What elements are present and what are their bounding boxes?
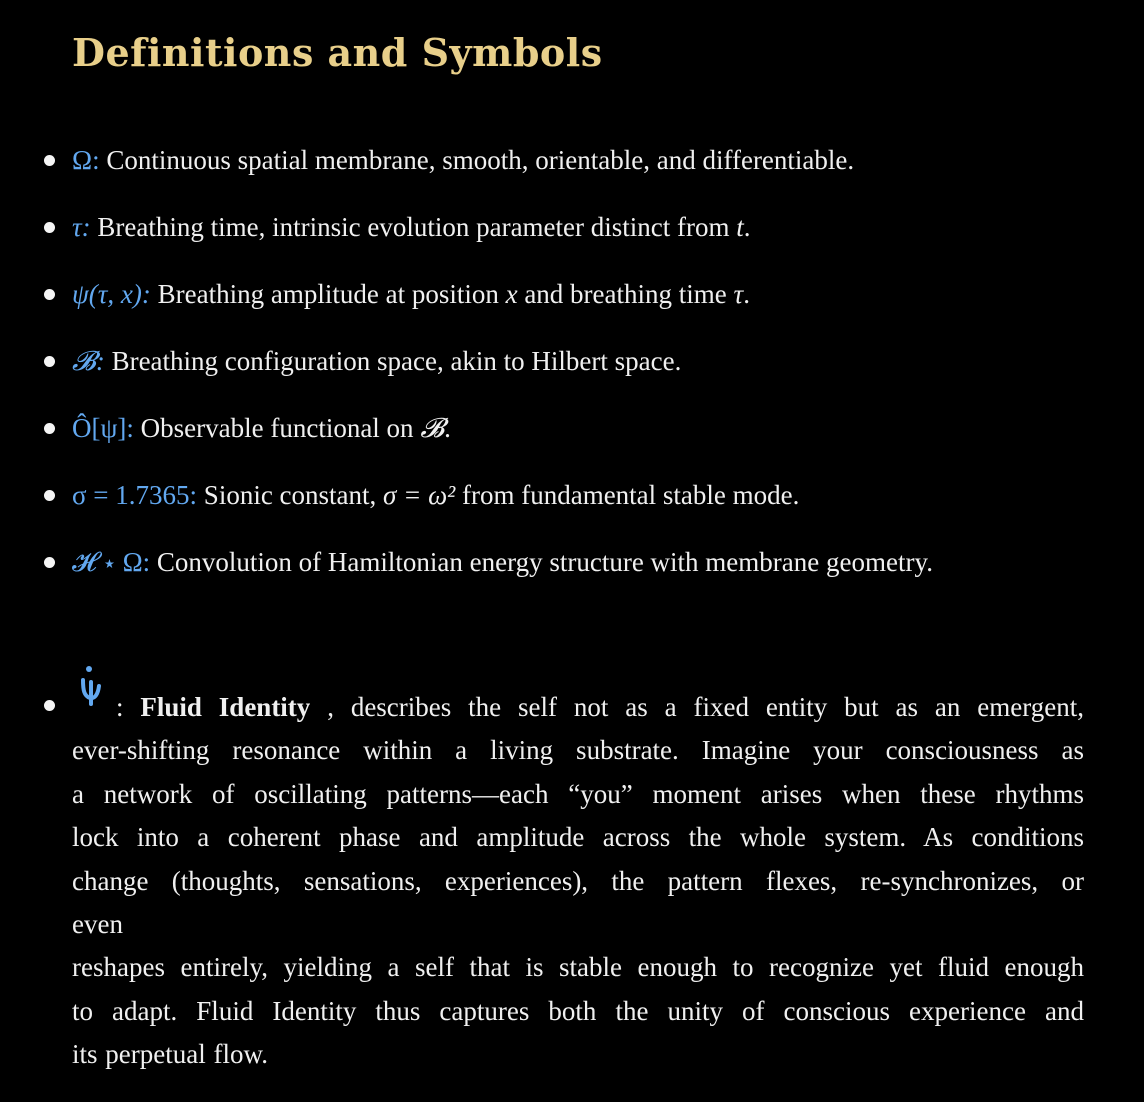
definition-description: Breathing amplitude at position (150, 279, 506, 309)
symbol-label: ψ(τ, x): (72, 279, 151, 309)
paragraph-line: its perpetual flow. (72, 1039, 268, 1070)
paragraph-line: lock into a coherent phase and amplitude across the whole system. As conditions (72, 822, 1084, 853)
definition-description-end: from fundamental stable mode. (455, 480, 800, 510)
bullet-icon (44, 222, 55, 233)
symbol-label: Ô[ψ]: (72, 413, 134, 443)
definition-description: Continuous spatial membrane, smooth, orientable, and differentiable. (99, 145, 855, 175)
definition-b-space (44, 341, 1104, 408)
bullet-icon (44, 423, 55, 434)
paragraph-line: to adapt. Fluid Identity thus captures both the unity of conscious experience and (72, 995, 1084, 1026)
bullet-icon (44, 490, 55, 501)
bullet-icon (44, 557, 55, 568)
definition-text (72, 542, 933, 582)
math-expression: σ = ω² (383, 480, 456, 510)
definition-description: Convolution of Hamiltonian energy structure with membrane geometry. (150, 547, 933, 577)
definition-text (72, 475, 799, 515)
symbol-label: σ = 1.7365: (72, 480, 198, 510)
definition-psi (44, 274, 1104, 341)
definition-description-mid: and breathing time (517, 279, 734, 309)
math-variable: τ (733, 279, 744, 309)
definition-text (72, 408, 451, 448)
fluid-identity-paragraph (72, 686, 1084, 1077)
definition-text (72, 140, 854, 180)
definition-description-end: . (444, 413, 451, 443)
fluid-identity-term: Fluid Identity (140, 692, 311, 722)
definitions-list (44, 140, 1104, 609)
bullet-icon (44, 356, 55, 367)
bullet-icon (44, 700, 55, 711)
page-title: Definitions and Symbols (72, 30, 603, 75)
definition-description: Breathing time, intrinsic evolution parameter distinct from (90, 212, 737, 242)
bullet-icon (44, 155, 55, 166)
definition-description: Sionic constant, (197, 480, 384, 510)
definition-tau (44, 207, 1104, 274)
paragraph-line: change (thoughts, sensations, experiences), the pattern flexes, re-synchronizes, or (72, 865, 1084, 896)
symbol-label: 𝓑: (72, 346, 105, 376)
definition-description: Observable functional on (133, 413, 421, 443)
definition-description-end: . (743, 212, 751, 242)
definition-observable (44, 408, 1104, 475)
paragraph-line: reshapes entirely, yielding a self that is stable enough to recognize yet fluid enough (72, 952, 1084, 983)
definition-description: Breathing configuration space, akin to Hilbert space. (104, 346, 682, 376)
definition-description-end: . (743, 279, 750, 309)
symbol-label: Ω: (72, 145, 100, 175)
definition-sionic-constant (44, 475, 1104, 542)
math-variable: t (736, 212, 744, 242)
paragraph-line: ever-shifting resonance within a living substrate. Imagine your consciousness as (72, 735, 1084, 766)
paragraph-line: even (72, 909, 123, 940)
definition-text (72, 274, 750, 314)
definition-hamiltonian-convolution (44, 542, 1104, 609)
definition-omega (44, 140, 1104, 207)
paragraph-line: a network of oscillating patterns—each “you” moment arises when these rhythms (72, 778, 1084, 809)
separator: : (116, 692, 124, 722)
symbol-label: τ: (72, 212, 91, 242)
symbol-label: 𝓗 ⋆ Ω: (72, 547, 151, 577)
paragraph-line: , describes the self not as a fixed entity but as an emergent, (327, 692, 1084, 722)
definition-text (72, 341, 681, 381)
fluid-identity-first-line (72, 686, 1084, 729)
bullet-icon (44, 289, 55, 300)
math-variable: 𝓑 (420, 413, 445, 443)
math-variable: x (505, 279, 518, 309)
definition-text (72, 207, 751, 247)
